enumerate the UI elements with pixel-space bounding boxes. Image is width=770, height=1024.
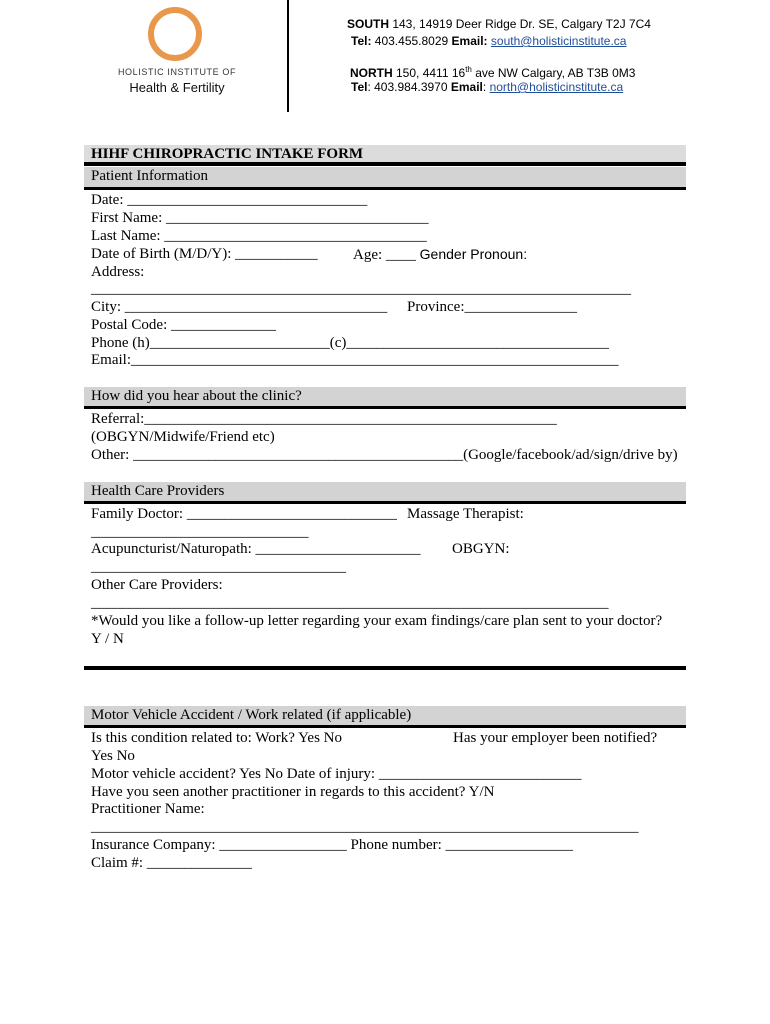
other-practitioner-question[interactable]: Have you seen another practitioner in regards to this accident? Y/N [91, 784, 495, 800]
acupuncturist-field[interactable]: Acupuncturist/Naturopath: ______________________ [91, 541, 421, 557]
massage-therapist-field[interactable]: _____________________________ [91, 524, 309, 540]
address-label: Address: [91, 264, 145, 280]
first-name-field[interactable]: First Name: ___________________________________ [91, 210, 429, 226]
followup-question: *Would you like a follow-up letter regarding your exam findings/care plan sent to your doctor? [91, 613, 663, 629]
south-address: SOUTH 143, 14919 Deer Ridge Dr. SE, Calgary T2J 7C4 [347, 17, 651, 31]
referral-field[interactable]: Referral:_______________________________________________________ [91, 411, 557, 427]
hear-section-rule [84, 406, 686, 409]
family-doctor-field[interactable]: Family Doctor: ____________________________ [91, 506, 397, 522]
work-related-question[interactable]: Is this condition related to: Work? Yes No [91, 730, 342, 746]
insurance-field[interactable]: Insurance Company: _________________ Phone number: _________________ [91, 837, 574, 853]
south-contact: Tel: 403.455.8029 Email: south@holisticinstitute.ca [351, 34, 627, 48]
north-contact: Tel: 403.984.3970 Email: north@holisticinstitute.ca [351, 80, 624, 94]
mva-question[interactable]: Motor vehicle accident? Yes No Date of injury: ___________________________ [91, 766, 582, 782]
phone-field[interactable]: Phone (h)________________________(c)___________________________________ [91, 335, 609, 351]
providers-section-rule [84, 501, 686, 504]
last-name-field[interactable]: Last Name: ___________________________________ [91, 228, 427, 244]
accident-section-rule [84, 725, 686, 728]
south-email-link[interactable]: south@holisticinstitute.ca [490, 34, 627, 48]
accident-section-heading: Motor Vehicle Accident / Work related (if applicable) [91, 707, 412, 723]
email-field[interactable]: Email:_________________________________________________________________ [91, 352, 619, 368]
north-address: NORTH 150, 4411 16th ave NW Calgary, AB T3B 0M3 [350, 65, 636, 80]
referral-hint: (OBGYN/Midwife/Friend etc) [91, 429, 275, 445]
postal-code-field[interactable]: Postal Code: ______________ [91, 317, 277, 333]
form-title: HIHF CHIROPRACTIC INTAKE FORM [91, 146, 364, 162]
logo-name-line2: Health & Fertility [129, 80, 225, 95]
employer-notified-yes-no[interactable]: Yes No [91, 748, 135, 764]
dob-field[interactable]: Date of Birth (M/D/Y): ___________ [91, 246, 318, 262]
north-email-link[interactable]: north@holisticinstitute.ca [489, 80, 624, 94]
other-providers-label: Other Care Providers: [91, 577, 223, 593]
other-source-field[interactable]: Other: ____________________________________________(Google/facebook/ad/sign/drive by) [91, 447, 678, 463]
address-field[interactable]: ________________________________________________________________________ [91, 281, 631, 297]
province-field[interactable]: Province:_______________ [407, 299, 577, 315]
header-divider [287, 0, 289, 112]
other-providers-field[interactable]: _____________________________________________________________________ [91, 595, 609, 611]
logo-name-line1: HOLISTIC INSTITUTE OF [117, 67, 237, 77]
practitioner-name-field[interactable]: _________________________________________________________________________ [91, 819, 639, 835]
providers-section-heading: Health Care Providers [91, 483, 225, 499]
practitioner-name-label: Practitioner Name: [91, 801, 205, 817]
gender-pronoun-label: Gender Pronoun: [419, 246, 528, 262]
employer-notified-question: Has your employer been notified? [453, 730, 658, 746]
patient-section-rule [84, 187, 686, 190]
obgyn-label: OBGYN: [452, 541, 510, 557]
massage-therapist-label: Massage Therapist: [407, 506, 524, 522]
hear-section-heading: How did you hear about the clinic? [91, 388, 302, 404]
claim-field[interactable]: Claim #: ______________ [91, 855, 252, 871]
providers-end-rule [84, 666, 686, 670]
age-field[interactable]: Age: ____ Gender Pronoun: [353, 246, 528, 263]
city-field[interactable]: City: ___________________________________ [91, 299, 388, 315]
obgyn-field[interactable]: __________________________________ [91, 559, 346, 575]
patient-section-heading: Patient Information [91, 168, 209, 184]
date-field[interactable]: Date: ________________________________ [91, 192, 368, 208]
logo-ring-icon [148, 7, 202, 61]
followup-yes-no[interactable]: Y / N [91, 631, 124, 647]
